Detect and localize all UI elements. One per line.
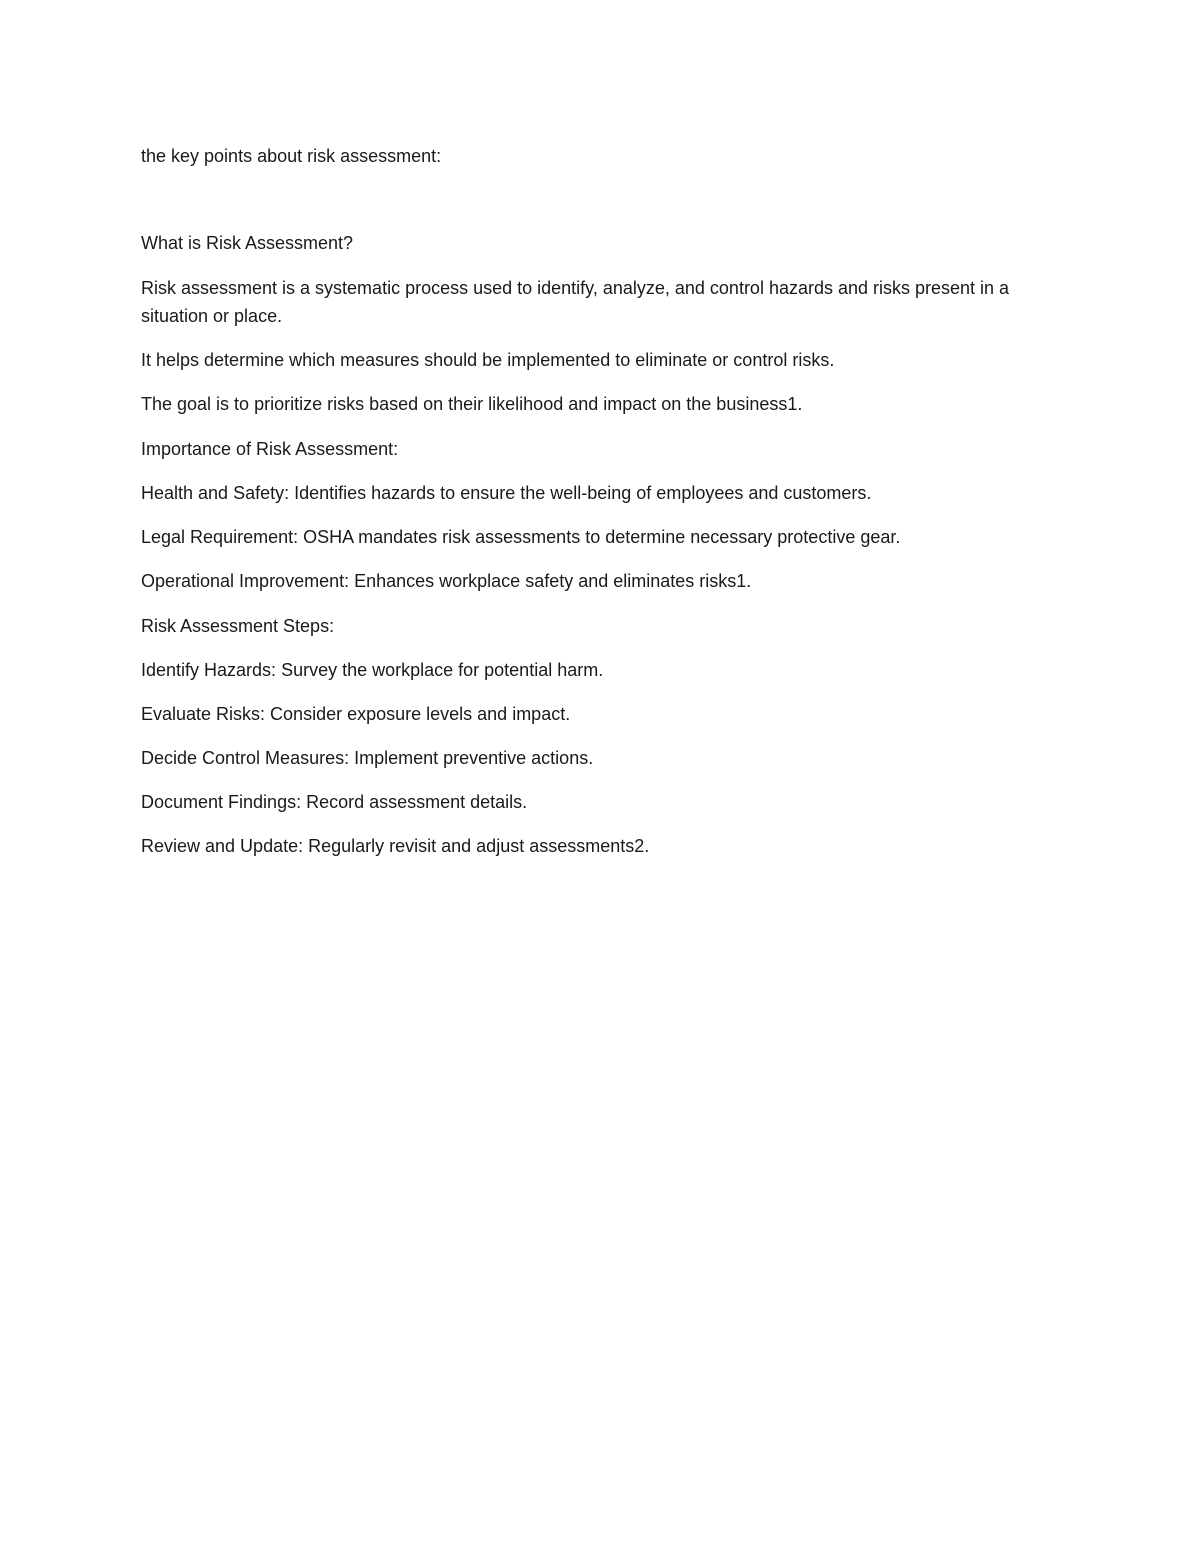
step-decide-control-measures: Decide Control Measures: Implement preventive actions. [141, 748, 594, 768]
step-identify-hazards: Identify Hazards: Survey the workplace for potential harm. [141, 660, 604, 680]
paragraph-legal-requirement: Legal Requirement: OSHA mandates risk assessments to determine necessary protective gear. [141, 527, 901, 547]
heading-importance: Importance of Risk Assessment: [141, 439, 399, 459]
paragraph-health-safety: Health and Safety: Identifies hazards to ensure the well-being of employees and customers. [141, 483, 872, 503]
step-evaluate-risks: Evaluate Risks: Consider exposure levels and impact. [141, 704, 571, 724]
intro-line: the key points about risk assessment: [141, 146, 442, 166]
step-review-update: Review and Update: Regularly revisit and adjust assessments2. [141, 836, 650, 856]
heading-what-is-risk-assessment: What is Risk Assessment? [141, 233, 354, 253]
paragraph-definition: Risk assessment is a systematic process used to identify, analyze, and control hazards and risks present in a situation or place. [141, 278, 1010, 326]
paragraph-purpose: It helps determine which measures should be implemented to eliminate or control risks. [141, 350, 835, 370]
heading-steps: Risk Assessment Steps: [141, 616, 335, 636]
paragraph-operational-improvement: Operational Improvement: Enhances workplace safety and eliminates risks1. [141, 571, 752, 591]
step-document-findings: Document Findings: Record assessment details. [141, 792, 528, 812]
paragraph-goal: The goal is to prioritize risks based on their likelihood and impact on the business1. [141, 394, 803, 414]
